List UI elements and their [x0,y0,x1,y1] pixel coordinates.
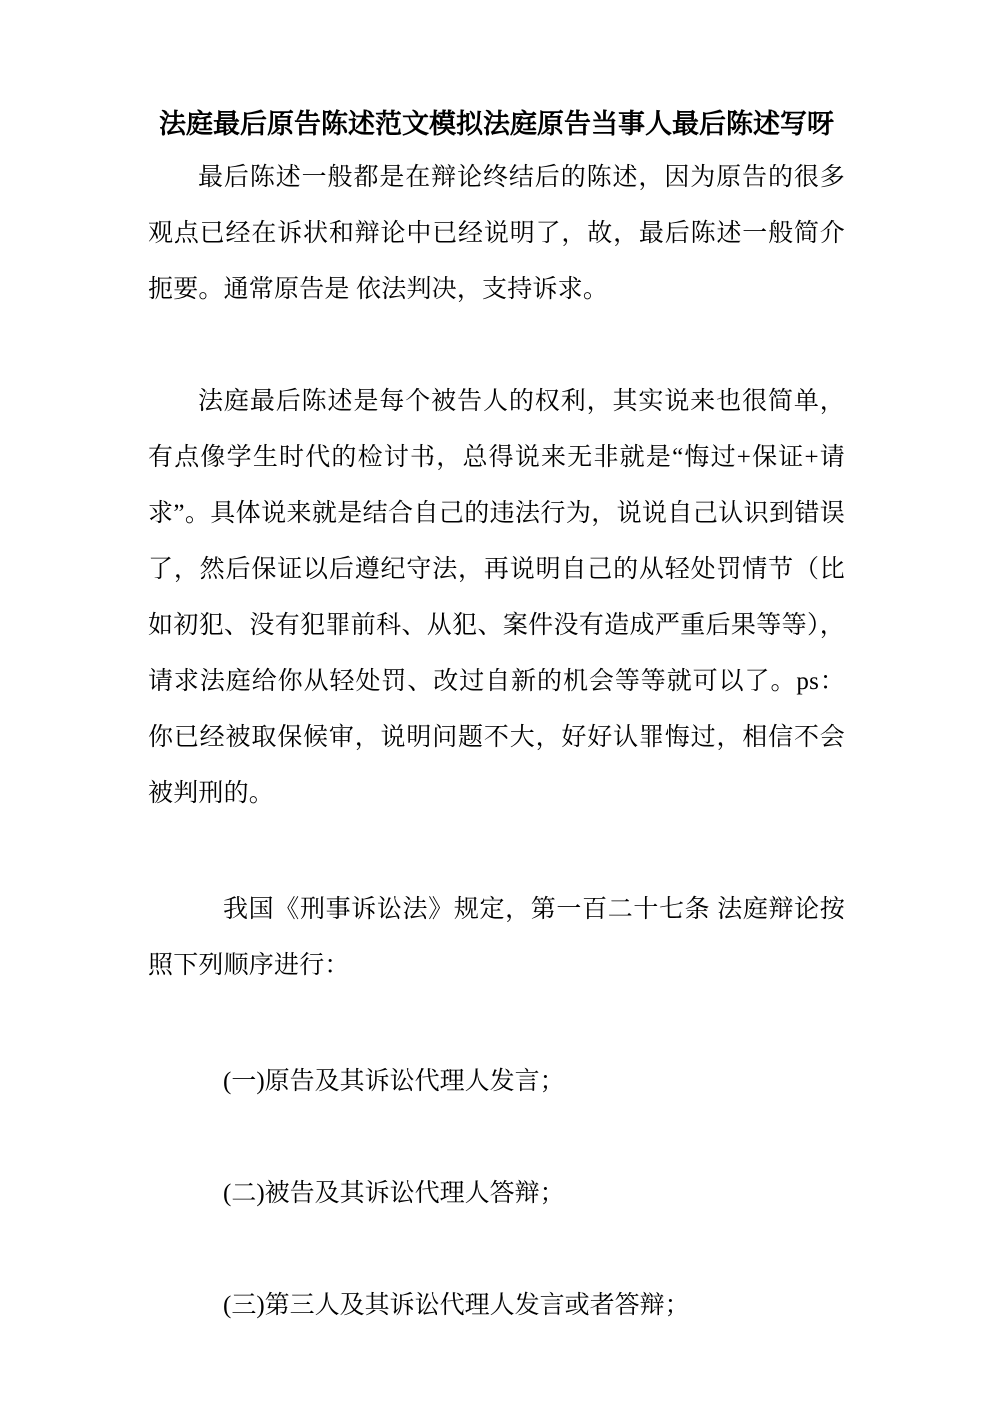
paragraph-spacer-2 [148,822,845,882]
list-item: (一)原告及其诉讼代理人发言； [223,1068,565,1095]
list-item: (二)被告及其诉讼代理人答辩； [223,1180,565,1207]
page-title: 法庭最后原告陈述范文模拟法庭原告当事人最后陈述写呀 [159,109,834,139]
paragraph-2: 法庭最后陈述是每个被告人的权利，其实说来也很简单，有点像学生时代的检讨书，总得说来无非就是“悔过+保证+请求”。具体说来就是结合自己的违法行为，说说自己认识到错误了，然后保证以后遵纪守法，再说明自己的从轻处罚情节（比如初犯、没有犯罪前科、从犯、案件没有造成严重后果等等），请求法庭给你从轻处罚、改过自新的机会等等就可以了。ps：你已经被取保候审，说明问题不大，好好认罪悔过，相信不会被判刑的。 [148,388,845,807]
list-item: (三)第三人及其诉讼代理人发言或者答辩； [223,1292,690,1319]
paragraph-1: 最后陈述一般都是在辩论终结后的陈述，因为原告的很多观点已经在诉状和辩论中已经说明了，故，最后陈述一般简介扼要。通常原告是 依法判决，支持诉求。 [148,164,845,303]
list-spacer-1 [148,994,845,1054]
paragraph-3: 我国《刑事诉讼法》规定，第一百二十七条 法庭辩论按照下列顺序进行： [148,896,845,979]
list-spacer-3 [148,1222,845,1278]
list-spacer-2 [148,1110,845,1166]
paragraph-spacer-1 [148,318,845,374]
